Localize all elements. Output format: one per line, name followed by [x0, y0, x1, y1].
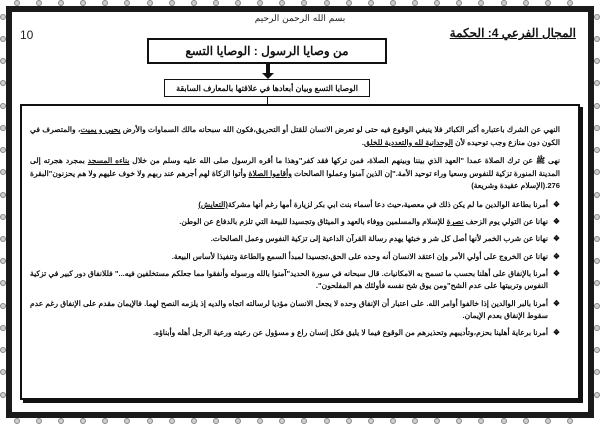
bowtie-ornament-icon — [488, 419, 497, 423]
bowtie-ornament-icon — [399, 419, 408, 423]
bowtie-ornament-icon — [178, 419, 187, 423]
bowtie-ornament-icon — [267, 1, 276, 5]
bowtie-ornament-icon — [1, 201, 5, 210]
content-body — [30, 124, 560, 344]
rosette-ornament-icon — [523, 418, 529, 424]
rosette-ornament-icon — [545, 418, 551, 424]
diamond-bullet-icon: ❖ — [552, 199, 560, 209]
underlined-text: الوحدانية لله والتعددية للخلق — [364, 137, 454, 147]
rosette-ornament-icon — [456, 418, 462, 424]
bowtie-ornament-icon — [595, 201, 599, 210]
rosette-ornament-icon — [594, 236, 600, 242]
paragraph-text: ، والمتصرف في الكون دون منازع وجب توحيده لأن — [30, 125, 560, 147]
rosette-ornament-icon — [368, 418, 374, 424]
bowtie-ornament-icon — [595, 290, 599, 299]
bowtie-ornament-icon — [23, 1, 32, 5]
bowtie-ornament-icon — [466, 1, 475, 5]
bowtie-ornament-icon — [595, 135, 599, 144]
list-item-text: نهانا عن التولي يوم الزحف — [463, 217, 548, 227]
bowtie-ornament-icon — [1, 246, 5, 255]
rosette-ornament-icon — [594, 258, 600, 264]
document-page — [14, 14, 586, 410]
paragraph-shirk — [30, 124, 560, 149]
rosette-ornament-icon — [594, 192, 600, 198]
underlined-text: يحيي و يميت — [80, 125, 121, 134]
rosette-ornament-icon — [412, 418, 418, 424]
rosette-ornament-icon — [36, 418, 42, 424]
bowtie-ornament-icon — [1, 401, 5, 410]
bowtie-ornament-icon — [595, 334, 599, 343]
bowtie-ornament-icon — [178, 1, 187, 5]
bowtie-ornament-icon — [576, 1, 585, 5]
rosette-ornament-icon — [279, 418, 285, 424]
content-box — [20, 104, 580, 400]
underlined-text: نصرة — [446, 217, 464, 227]
bowtie-ornament-icon — [222, 1, 231, 5]
paragraph-text: النهي عن الشرك باعتباره أكبر الكبائر فلا ينبغي الوقوع فيه حتى لو تعرض الانسان للقتل أو التحريق،فكون الله سبحانه مالك السماوات والأرض — [120, 125, 560, 134]
bowtie-ornament-icon — [112, 419, 121, 423]
bowtie-ornament-icon — [245, 1, 254, 5]
rosette-ornament-icon — [594, 169, 600, 175]
bowtie-ornament-icon — [311, 1, 320, 5]
bowtie-ornament-icon — [355, 1, 364, 5]
list-item-text: نهانا عن الخروج على أولي الأمر وإن اعتقد الانسان أنه وحده على الحق،تجسيدا لمبدأ السمع والطاعة وتنفيذا لأساس البيعة. — [171, 251, 548, 261]
rosette-ornament-icon — [191, 418, 197, 424]
bowtie-ornament-icon — [595, 401, 599, 410]
bowtie-ornament-icon — [576, 419, 585, 423]
bowtie-ornament-icon — [1, 223, 5, 232]
bowtie-ornament-icon — [1, 179, 5, 188]
rosette-ornament-icon — [14, 418, 20, 424]
rosette-ornament-icon — [594, 125, 600, 131]
bowtie-ornament-icon — [1, 357, 5, 366]
bowtie-ornament-icon — [200, 419, 209, 423]
bowtie-ornament-icon — [595, 268, 599, 277]
bowtie-ornament-icon — [595, 112, 599, 121]
bowtie-ornament-icon — [595, 157, 599, 166]
rosette-ornament-icon — [594, 280, 600, 286]
rosette-ornament-icon — [594, 14, 600, 20]
rosette-ornament-icon — [594, 103, 600, 109]
rosette-ornament-icon — [102, 418, 108, 424]
rosette-ornament-icon — [594, 347, 600, 353]
bowtie-ornament-icon — [333, 1, 342, 5]
rosette-ornament-icon — [257, 418, 263, 424]
bowtie-ornament-icon — [90, 419, 99, 423]
diamond-bullet-icon: ❖ — [552, 268, 560, 278]
main-title-box — [147, 38, 387, 64]
bowtie-ornament-icon — [333, 419, 342, 423]
bowtie-ornament-icon — [245, 419, 254, 423]
rosette-ornament-icon — [58, 418, 64, 424]
bowtie-ornament-icon — [1, 334, 5, 343]
bowtie-ornament-icon — [355, 419, 364, 423]
border-bottom-ornament — [12, 418, 588, 424]
rosette-ornament-icon — [390, 418, 396, 424]
bowtie-ornament-icon — [90, 1, 99, 5]
bowtie-ornament-icon — [444, 419, 453, 423]
bowtie-ornament-icon — [595, 357, 599, 366]
bowtie-ornament-icon — [595, 246, 599, 255]
bowtie-ornament-icon — [289, 1, 298, 5]
bowtie-ornament-icon — [554, 419, 563, 423]
rosette-ornament-icon — [301, 418, 307, 424]
bowtie-ornament-icon — [1, 379, 5, 388]
bowtie-ornament-icon — [595, 68, 599, 77]
rosette-ornament-icon — [147, 418, 153, 424]
bowtie-ornament-icon — [466, 419, 475, 423]
rosette-ornament-icon — [80, 418, 86, 424]
rosette-ornament-icon — [594, 214, 600, 220]
list-item — [30, 199, 560, 212]
bowtie-ornament-icon — [554, 1, 563, 5]
rosette-ornament-icon — [235, 418, 241, 424]
bowtie-ornament-icon — [1, 90, 5, 99]
bowtie-ornament-icon — [1, 157, 5, 166]
underlined-text: بناءه المسجد — [87, 156, 130, 166]
rosette-ornament-icon — [434, 418, 440, 424]
bowtie-ornament-icon — [112, 1, 121, 5]
commandments-list — [30, 199, 560, 340]
bowtie-ornament-icon — [510, 419, 519, 423]
bowtie-ornament-icon — [200, 1, 209, 5]
list-item-text: نهانا عن شرب الخمر لأنها أصل كل شر و خبثها يهدم رسالة القرآن الداعية إلى تزكية النفوس وعمل الصالحات. — [210, 234, 548, 244]
rosette-ornament-icon — [324, 418, 330, 424]
list-item — [30, 216, 560, 229]
rosette-ornament-icon — [567, 418, 573, 424]
diamond-bullet-icon: ❖ — [552, 298, 560, 308]
page-number: 10 — [20, 28, 34, 42]
bowtie-ornament-icon — [68, 419, 77, 423]
diamond-bullet-icon: ❖ — [552, 251, 560, 261]
border-right-ornament — [594, 12, 600, 412]
bowtie-ornament-icon — [156, 1, 165, 5]
bowtie-ornament-icon — [1, 46, 5, 55]
bowtie-ornament-icon — [23, 419, 32, 423]
bowtie-ornament-icon — [134, 1, 143, 5]
list-item — [30, 327, 560, 340]
bowtie-ornament-icon — [156, 419, 165, 423]
paragraph-text: نهى ﷺ عن ترك الصلاة عمدا "العهد الذي بيننا وبينهم الصلاة، فمن تركها فقد كفر"وهذا ما أقره الرسول صلى الله عليه وسلم من خلال — [129, 156, 560, 166]
rosette-ornament-icon — [594, 369, 600, 375]
bowtie-ornament-icon — [595, 223, 599, 232]
subtitle-box — [164, 79, 370, 97]
paragraph-prayer — [30, 155, 560, 193]
bowtie-ornament-icon — [595, 23, 599, 32]
bowtie-ornament-icon — [377, 1, 386, 5]
underlined-text: وأقاموا الصلاة — [248, 168, 292, 178]
rosette-ornament-icon — [594, 392, 600, 398]
list-item-text: أمرنا بالإنفاق على أهلنا بحسب ما تسمح به الامكانيات. قال سبحانه في سورة الحديد"آمنوا بالله ورسوله وأنفقوا مما جعلكم مستخلفين فيه..." فللانفاق دور كبير في تزكية النفوس وتربيتها على عدم الشح"ومن يوق شح نفسه فأولئك هم المفلحون". — [30, 268, 548, 291]
underlined-text: (التعايش) — [198, 199, 228, 209]
bowtie-ornament-icon — [45, 419, 54, 423]
bowtie-ornament-icon — [377, 419, 386, 423]
bowtie-ornament-icon — [45, 1, 54, 5]
bowtie-ornament-icon — [68, 1, 77, 5]
bowtie-ornament-icon — [595, 379, 599, 388]
rosette-ornament-icon — [478, 418, 484, 424]
bowtie-ornament-icon — [311, 419, 320, 423]
bowtie-ornament-icon — [488, 1, 497, 5]
list-item — [30, 251, 560, 264]
list-item — [30, 268, 560, 293]
rosette-ornament-icon — [169, 418, 175, 424]
rosette-ornament-icon — [346, 418, 352, 424]
list-item-text: أمرنا بطاعة الوالدين ما لم يكن ذلك في معصية،حيث دعا أسماء بنت ابي بكر لزيارة أمها رغم أنها مشركة — [227, 199, 548, 209]
bowtie-ornament-icon — [289, 419, 298, 423]
bowtie-ornament-icon — [595, 46, 599, 55]
bowtie-ornament-icon — [595, 179, 599, 188]
bowtie-ornament-icon — [510, 1, 519, 5]
bowtie-ornament-icon — [422, 1, 431, 5]
rosette-ornament-icon — [594, 147, 600, 153]
rosette-ornament-icon — [501, 418, 507, 424]
diamond-bullet-icon: ❖ — [552, 217, 560, 227]
bowtie-ornament-icon — [267, 419, 276, 423]
paragraph-text: . — [361, 137, 364, 147]
bowtie-ornament-icon — [532, 419, 541, 423]
rosette-ornament-icon — [213, 418, 219, 424]
rosette-ornament-icon — [594, 325, 600, 331]
bowtie-ornament-icon — [595, 90, 599, 99]
rosette-ornament-icon — [594, 36, 600, 42]
rosette-ornament-icon — [124, 418, 130, 424]
diamond-bullet-icon: ❖ — [552, 234, 560, 244]
bowtie-ornament-icon — [595, 312, 599, 321]
paragraph-text: وأتوا الزكاة لهم أجرهم عند ربهم ولا خوف عليهم ولا هم يحزنون"البقرة 276.(الإسلام عقيدة وشريعة) — [30, 168, 560, 191]
bowtie-ornament-icon — [1, 23, 5, 32]
subtitle: الوصايا التسع وبيان أبعادها في علاقتها بالمعارف السابقة — [176, 83, 358, 93]
bowtie-ornament-icon — [1, 112, 5, 121]
list-item — [30, 298, 560, 323]
bowtie-ornament-icon — [134, 419, 143, 423]
list-item-text: للإسلام والمسلمين ووفاء بالعهد و الميثاق وتجسيدا للبيعة التي تلزم بالدفاع عن الوطن. — [179, 217, 447, 227]
basmala-header: بسم الله الرحمن الرحيم — [254, 14, 346, 24]
bowtie-ornament-icon — [422, 419, 431, 423]
bowtie-ornament-icon — [1, 268, 5, 277]
list-item — [30, 233, 560, 246]
bowtie-ornament-icon — [222, 419, 231, 423]
rosette-ornament-icon — [594, 58, 600, 64]
domain-title: المجال الفرعي 4: الحكمة — [449, 26, 576, 40]
bowtie-ornament-icon — [444, 1, 453, 5]
rosette-ornament-icon — [594, 303, 600, 309]
paragraph-text: بمجرد هجرته إلى المدينة المنورة تزكية للنفوس وسعيا وراء توحيد الأمة."إن الذين آمنوا وعملوا الصالحات — [30, 156, 560, 178]
bowtie-ornament-icon — [1, 312, 5, 321]
bowtie-ornament-icon — [532, 1, 541, 5]
list-item-text: أمرنا برعاية أهلينا بحزم،وتأديبهم وتحذيرهم من الوقوع فيما لا يليق فكل إنسان راع و مسؤول عن رعيته ورعية الرجل أهله وأبناؤه. — [153, 328, 548, 338]
bowtie-ornament-icon — [1, 290, 5, 299]
diamond-bullet-icon: ❖ — [552, 328, 560, 338]
list-item-text: أمرنا بالبر الوالدين إذا خالفوا أوامر الله. على اعتبار أن الإنفاق وحده لا يجعل الانسان مؤديا لرسالته اتجاه والديه إذ يلزمه النصح لهما. فالإيمان مقدم على الإنفاق رغم عدم سقوط الإنفاق بعدم الإيمان. — [30, 298, 548, 321]
bowtie-ornament-icon — [399, 1, 408, 5]
rosette-ornament-icon — [594, 80, 600, 86]
main-title: من وصايا الرسول : الوصايا التسع — [185, 44, 349, 58]
bowtie-ornament-icon — [1, 135, 5, 144]
bowtie-ornament-icon — [1, 68, 5, 77]
